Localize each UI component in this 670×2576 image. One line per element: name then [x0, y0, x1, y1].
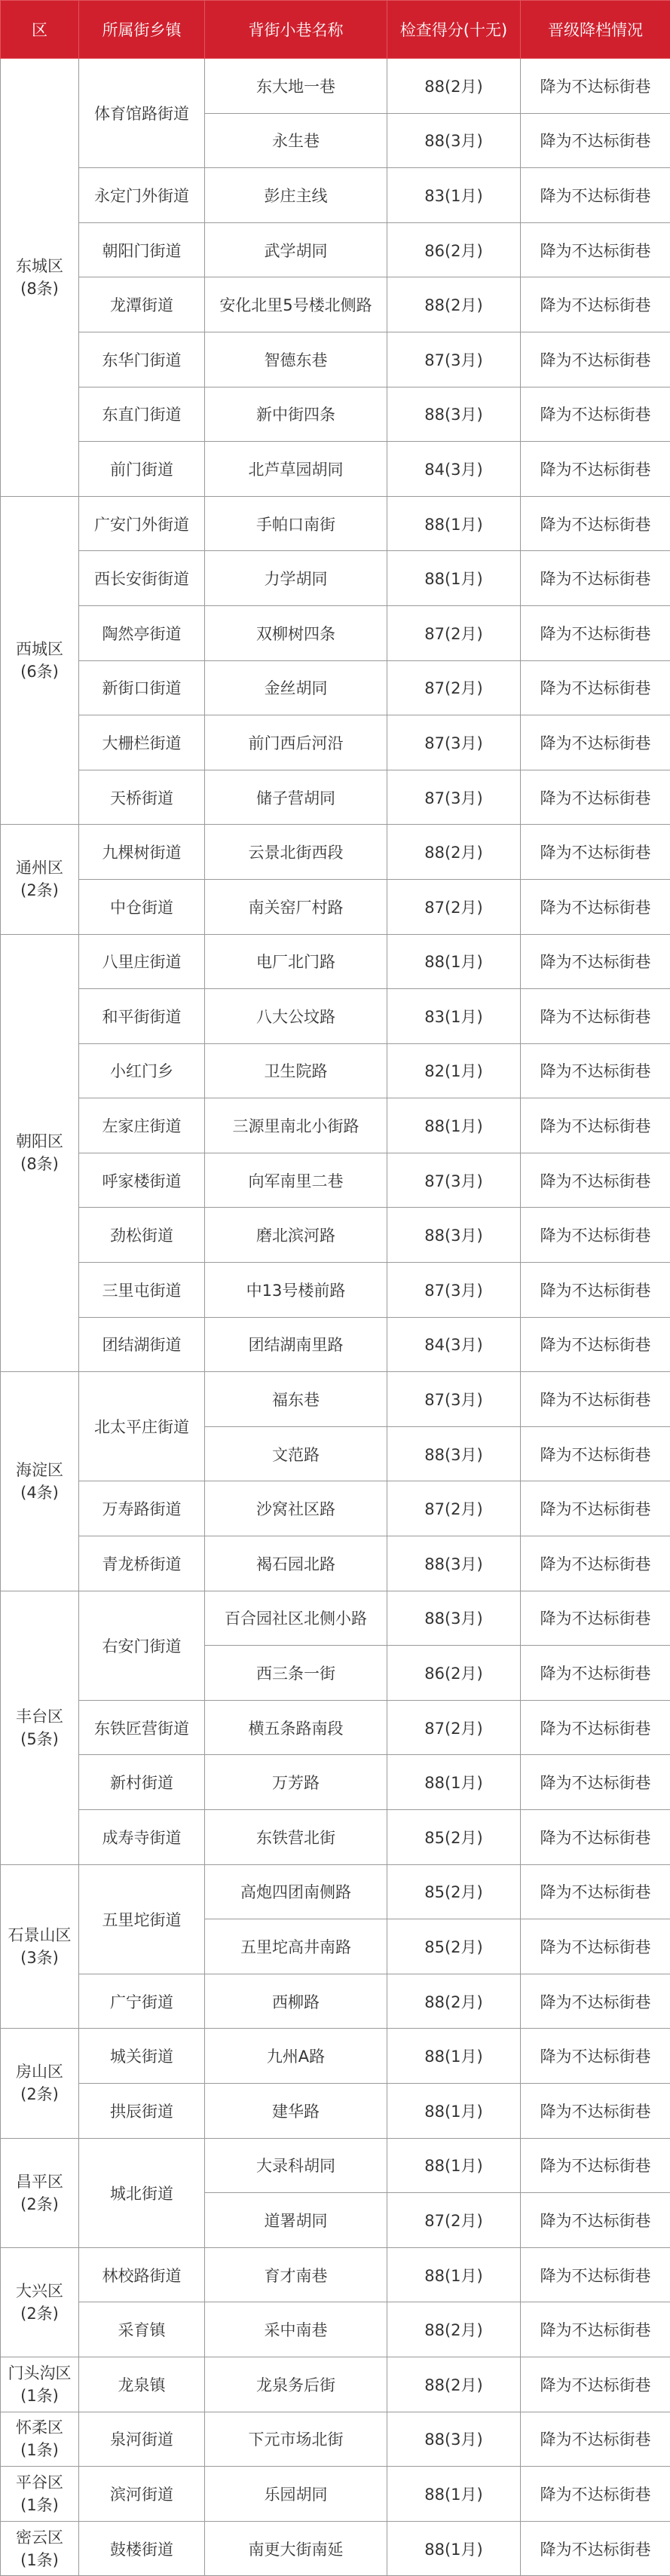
- table-row: [1, 2302, 670, 2357]
- table-row: [1, 1372, 670, 1427]
- score-cell: 88(1月): [387, 1098, 521, 1153]
- table-row: [1, 59, 670, 114]
- table-row: [1, 2467, 670, 2522]
- district-cell: [1, 1372, 79, 1591]
- district-name: 西城区: [1, 638, 78, 660]
- street-cell: 青龙桥街道: [79, 1536, 205, 1591]
- district-name: 昌平区: [1, 2170, 78, 2193]
- status-cell: 降为不达标街巷: [521, 1591, 670, 1646]
- score-cell: 87(2月): [387, 2193, 521, 2248]
- status-cell: 降为不达标街巷: [521, 1098, 670, 1153]
- score-cell: 88(3月): [387, 387, 521, 442]
- score-cell: 82(1月): [387, 1043, 521, 1098]
- header-alley: 背街小巷名称: [205, 1, 387, 59]
- district-cell: [1, 2138, 79, 2247]
- street-cell: 左家庄街道: [79, 1098, 205, 1153]
- street-cell: 城关街道: [79, 2029, 205, 2084]
- score-cell: 87(3月): [387, 332, 521, 387]
- header-row: [1, 1, 670, 59]
- alley-name-cell: 磨北滨河路: [205, 1208, 387, 1263]
- alley-name-cell: 前门西后河沿: [205, 715, 387, 770]
- street-cell: 团结湖街道: [79, 1317, 205, 1372]
- status-cell: 降为不达标街巷: [521, 770, 670, 825]
- street-cell: 呼家楼街道: [79, 1153, 205, 1208]
- table-row: [1, 222, 670, 277]
- street-cell: 鼓楼街道: [79, 2521, 205, 2576]
- score-cell: 85(2月): [387, 1810, 521, 1865]
- street-cell: 体育馆路街道: [79, 59, 205, 168]
- table-row: [1, 1536, 670, 1591]
- street-cell: 和平街街道: [79, 989, 205, 1044]
- alley-name-cell: 东大地一巷: [205, 59, 387, 114]
- street-cell: 天桥街道: [79, 770, 205, 825]
- status-cell: 降为不达标街巷: [521, 1208, 670, 1263]
- score-cell: 88(1月): [387, 2247, 521, 2302]
- status-cell: 降为不达标街巷: [521, 1646, 670, 1701]
- street-cell: 劲松街道: [79, 1208, 205, 1263]
- status-cell: 降为不达标街巷: [521, 551, 670, 606]
- status-cell: 降为不达标街巷: [521, 1810, 670, 1865]
- table-row: [1, 1153, 670, 1208]
- table-row: [1, 1700, 670, 1755]
- table-row: [1, 2521, 670, 2576]
- alley-name-cell: 卫生院路: [205, 1043, 387, 1098]
- table-row: [1, 1098, 670, 1153]
- table-row: [1, 934, 670, 989]
- street-cell: 城北街道: [79, 2138, 205, 2247]
- table-row: [1, 2247, 670, 2302]
- score-cell: 88(2月): [387, 825, 521, 880]
- score-cell: 88(2月): [387, 2357, 521, 2412]
- alley-name-cell: 建华路: [205, 2083, 387, 2138]
- status-cell: 降为不达标街巷: [521, 2357, 670, 2412]
- alley-name-cell: 沙窝社区路: [205, 1481, 387, 1536]
- status-cell: 降为不达标街巷: [521, 2193, 670, 2248]
- street-cell: 永定门外街道: [79, 168, 205, 223]
- status-cell: 降为不达标街巷: [521, 715, 670, 770]
- score-cell: 88(3月): [387, 2412, 521, 2467]
- table-row: [1, 770, 670, 825]
- alley-name-cell: 西三条一街: [205, 1646, 387, 1701]
- alley-name-cell: 百合园社区北侧小路: [205, 1591, 387, 1646]
- table-body: [1, 59, 670, 2576]
- district-cell: [1, 2521, 79, 2576]
- status-cell: 降为不达标街巷: [521, 2521, 670, 2576]
- score-cell: 88(1月): [387, 1755, 521, 1810]
- street-cell: 滨河街道: [79, 2467, 205, 2522]
- status-cell: 降为不达标街巷: [521, 332, 670, 387]
- district-cell: [1, 1864, 79, 2029]
- district-count: (1条): [1, 2439, 78, 2461]
- alley-name-cell: 北芦草园胡同: [205, 442, 387, 497]
- score-cell: 85(2月): [387, 1864, 521, 1919]
- table-row: [1, 2083, 670, 2138]
- table-row: [1, 605, 670, 660]
- street-cell: 中仓街道: [79, 879, 205, 934]
- status-cell: 降为不达标街巷: [521, 113, 670, 168]
- alley-name-cell: 乐园胡同: [205, 2467, 387, 2522]
- district-cell: [1, 934, 79, 1372]
- alley-name-cell: 三源里南北小街路: [205, 1098, 387, 1153]
- status-cell: 降为不达标街巷: [521, 2302, 670, 2357]
- street-cell: 新街口街道: [79, 660, 205, 715]
- score-cell: 86(2月): [387, 222, 521, 277]
- alley-name-cell: 团结湖南里路: [205, 1317, 387, 1372]
- status-cell: 降为不达标街巷: [521, 1426, 670, 1481]
- status-cell: 降为不达标街巷: [521, 1043, 670, 1098]
- district-cell: [1, 2247, 79, 2357]
- table-row: [1, 1810, 670, 1865]
- district-name: 东城区: [1, 255, 78, 277]
- alley-name-cell: 文范路: [205, 1426, 387, 1481]
- header-district: 区: [1, 1, 79, 59]
- table-row: [1, 825, 670, 880]
- alley-name-cell: 中13号楼前路: [205, 1263, 387, 1318]
- table-row: [1, 2357, 670, 2412]
- street-cell: 东华门街道: [79, 332, 205, 387]
- status-cell: 降为不达标街巷: [521, 168, 670, 223]
- table-row: [1, 1317, 670, 1372]
- score-cell: 88(1月): [387, 2138, 521, 2193]
- score-cell: 88(3月): [387, 113, 521, 168]
- table-row: [1, 332, 670, 387]
- street-cell: 西长安街街道: [79, 551, 205, 606]
- table-row: [1, 496, 670, 551]
- street-cell: 右安门街道: [79, 1591, 205, 1700]
- status-cell: 降为不达标街巷: [521, 2138, 670, 2193]
- alley-name-cell: 双柳树四条: [205, 605, 387, 660]
- score-cell: 84(3月): [387, 442, 521, 497]
- status-cell: 降为不达标街巷: [521, 387, 670, 442]
- score-cell: 83(1月): [387, 168, 521, 223]
- status-cell: 降为不达标街巷: [521, 59, 670, 114]
- district-count: (8条): [1, 1153, 78, 1175]
- status-cell: 降为不达标街巷: [521, 2083, 670, 2138]
- street-cell: 万寿路街道: [79, 1481, 205, 1536]
- table-row: [1, 551, 670, 606]
- district-cell: [1, 825, 79, 934]
- status-cell: 降为不达标街巷: [521, 2247, 670, 2302]
- score-cell: 87(2月): [387, 1700, 521, 1755]
- alley-name-cell: 金丝胡同: [205, 660, 387, 715]
- street-cell: 北太平庄街道: [79, 1372, 205, 1481]
- score-cell: 88(2月): [387, 2302, 521, 2357]
- score-cell: 85(2月): [387, 1919, 521, 1974]
- status-cell: 降为不达标街巷: [521, 1919, 670, 1974]
- alley-name-cell: 新中街四条: [205, 387, 387, 442]
- table-row: [1, 1208, 670, 1263]
- alley-name-cell: 手帕口南街: [205, 496, 387, 551]
- table-row: [1, 2412, 670, 2467]
- district-cell: [1, 2029, 79, 2138]
- street-cell: 林校路街道: [79, 2247, 205, 2302]
- table-row: [1, 879, 670, 934]
- alley-name-cell: 五里坨高井南路: [205, 1919, 387, 1974]
- header-street: 所属街乡镇: [79, 1, 205, 59]
- street-cell: 八里庄街道: [79, 934, 205, 989]
- status-cell: 降为不达标街巷: [521, 277, 670, 332]
- district-cell: [1, 1591, 79, 1864]
- alley-name-cell: 采中南巷: [205, 2302, 387, 2357]
- score-cell: 86(2月): [387, 1646, 521, 1701]
- district-name: 门头沟区: [1, 2362, 78, 2385]
- table-row: [1, 715, 670, 770]
- status-cell: 降为不达标街巷: [521, 605, 670, 660]
- district-count: (3条): [1, 1947, 78, 1969]
- score-cell: 87(3月): [387, 715, 521, 770]
- district-count: (2条): [1, 2302, 78, 2325]
- table-row: [1, 2029, 670, 2084]
- street-cell: 前门街道: [79, 442, 205, 497]
- status-cell: 降为不达标街巷: [521, 879, 670, 934]
- alley-name-cell: 安化北里5号楼北侧路: [205, 277, 387, 332]
- status-cell: 降为不达标街巷: [521, 1481, 670, 1536]
- street-cell: 三里屯街道: [79, 1263, 205, 1318]
- alley-name-cell: 育才南巷: [205, 2247, 387, 2302]
- score-cell: 83(1月): [387, 989, 521, 1044]
- district-count: (2条): [1, 2193, 78, 2216]
- alley-name-cell: 彭庄主线: [205, 168, 387, 223]
- street-cell: 采育镇: [79, 2302, 205, 2357]
- header-status: 晋级降档情况: [521, 1, 670, 59]
- status-cell: 降为不达标街巷: [521, 1153, 670, 1208]
- status-cell: 降为不达标街巷: [521, 1536, 670, 1591]
- district-name: 通州区: [1, 856, 78, 879]
- status-cell: 降为不达标街巷: [521, 1317, 670, 1372]
- district-name: 海淀区: [1, 1459, 78, 1481]
- status-cell: 降为不达标街巷: [521, 660, 670, 715]
- district-name: 房山区: [1, 2060, 78, 2083]
- score-cell: 88(2月): [387, 1974, 521, 2029]
- district-name: 大兴区: [1, 2280, 78, 2302]
- status-cell: 降为不达标街巷: [521, 2029, 670, 2084]
- status-cell: 降为不达标街巷: [521, 496, 670, 551]
- table-row: [1, 1864, 670, 1919]
- district-count: (1条): [1, 2385, 78, 2407]
- table-row: [1, 168, 670, 223]
- score-cell: 88(2月): [387, 59, 521, 114]
- alley-name-cell: 万芳路: [205, 1755, 387, 1810]
- score-cell: 88(3月): [387, 1591, 521, 1646]
- district-cell: [1, 59, 79, 497]
- street-cell: 朝阳门街道: [79, 222, 205, 277]
- score-cell: 88(1月): [387, 496, 521, 551]
- status-cell: 降为不达标街巷: [521, 2412, 670, 2467]
- score-cell: 88(1月): [387, 2029, 521, 2084]
- status-cell: 降为不达标街巷: [521, 1372, 670, 1427]
- alley-name-cell: 八大公坟路: [205, 989, 387, 1044]
- alley-name-cell: 九州A路: [205, 2029, 387, 2084]
- score-cell: 88(1月): [387, 551, 521, 606]
- status-cell: 降为不达标街巷: [521, 1263, 670, 1318]
- table-row: [1, 660, 670, 715]
- status-cell: 降为不达标街巷: [521, 222, 670, 277]
- district-count: (8条): [1, 277, 78, 300]
- score-cell: 87(3月): [387, 1263, 521, 1318]
- alley-name-cell: 褐石园北路: [205, 1536, 387, 1591]
- street-cell: 陶然亭街道: [79, 605, 205, 660]
- score-cell: 88(1月): [387, 2083, 521, 2138]
- street-cell: 广安门外街道: [79, 496, 205, 551]
- street-cell: 大栅栏街道: [79, 715, 205, 770]
- alley-name-cell: 下元市场北街: [205, 2412, 387, 2467]
- score-cell: 87(2月): [387, 660, 521, 715]
- alley-name-cell: 武学胡同: [205, 222, 387, 277]
- alley-name-cell: 储子营胡同: [205, 770, 387, 825]
- district-cell: [1, 2357, 79, 2412]
- score-cell: 87(2月): [387, 605, 521, 660]
- district-cell: [1, 496, 79, 825]
- alley-name-cell: 东铁营北街: [205, 1810, 387, 1865]
- score-cell: 87(3月): [387, 1153, 521, 1208]
- score-cell: 84(3月): [387, 1317, 521, 1372]
- district-count: (1条): [1, 2494, 78, 2516]
- district-name: 石景山区: [1, 1924, 78, 1947]
- table-row: [1, 442, 670, 497]
- status-cell: 降为不达标街巷: [521, 1974, 670, 2029]
- status-cell: 降为不达标街巷: [521, 1864, 670, 1919]
- district-count: (2条): [1, 879, 78, 902]
- district-count: (2条): [1, 2083, 78, 2106]
- street-cell: 东直门街道: [79, 387, 205, 442]
- district-name: 朝阳区: [1, 1130, 78, 1153]
- score-cell: 87(3月): [387, 1372, 521, 1427]
- district-name: 密云区: [1, 2526, 78, 2549]
- table-row: [1, 387, 670, 442]
- score-cell: 87(3月): [387, 770, 521, 825]
- status-cell: 降为不达标街巷: [521, 1755, 670, 1810]
- district-count: (1条): [1, 2549, 78, 2571]
- score-cell: 87(2月): [387, 1481, 521, 1536]
- alley-name-cell: 力学胡同: [205, 551, 387, 606]
- district-count: (6条): [1, 660, 78, 683]
- status-cell: 降为不达标街巷: [521, 989, 670, 1044]
- score-cell: 88(1月): [387, 2521, 521, 2576]
- district-name: 平谷区: [1, 2471, 78, 2494]
- alley-name-cell: 横五条路南段: [205, 1700, 387, 1755]
- alley-name-cell: 云景北街西段: [205, 825, 387, 880]
- table-row: [1, 1043, 670, 1098]
- table-row: [1, 1974, 670, 2029]
- status-cell: 降为不达标街巷: [521, 825, 670, 880]
- score-cell: 87(2月): [387, 879, 521, 934]
- alley-name-cell: 高炮四团南侧路: [205, 1864, 387, 1919]
- table-row: [1, 1755, 670, 1810]
- score-cell: 88(3月): [387, 1208, 521, 1263]
- alley-name-cell: 大录科胡同: [205, 2138, 387, 2193]
- street-cell: 拱辰街道: [79, 2083, 205, 2138]
- district-cell: [1, 2467, 79, 2522]
- alley-name-cell: 道署胡同: [205, 2193, 387, 2248]
- street-cell: 九棵树街道: [79, 825, 205, 880]
- status-cell: 降为不达标街巷: [521, 442, 670, 497]
- district-count: (4条): [1, 1481, 78, 1504]
- alley-name-cell: 永生巷: [205, 113, 387, 168]
- district-name: 丰台区: [1, 1705, 78, 1728]
- street-cell: 泉河街道: [79, 2412, 205, 2467]
- table-row: [1, 2138, 670, 2193]
- score-cell: 88(2月): [387, 277, 521, 332]
- street-cell: 东铁匠营街道: [79, 1700, 205, 1755]
- street-cell: 五里坨街道: [79, 1864, 205, 1974]
- district-cell: [1, 2412, 79, 2467]
- header-score: 检查得分(十无): [387, 1, 521, 59]
- table-row: [1, 277, 670, 332]
- score-cell: 88(1月): [387, 934, 521, 989]
- street-cell: 成寿寺街道: [79, 1810, 205, 1865]
- district-count: (5条): [1, 1728, 78, 1751]
- street-cell: 龙泉镇: [79, 2357, 205, 2412]
- alley-name-cell: 智德东巷: [205, 332, 387, 387]
- alley-name-cell: 南更大街南延: [205, 2521, 387, 2576]
- alley-name-cell: 南关窑厂村路: [205, 879, 387, 934]
- score-cell: 88(1月): [387, 2467, 521, 2522]
- score-cell: 88(3月): [387, 1536, 521, 1591]
- status-cell: 降为不达标街巷: [521, 934, 670, 989]
- status-cell: 降为不达标街巷: [521, 2467, 670, 2522]
- table-row: [1, 989, 670, 1044]
- street-cell: 广宁街道: [79, 1974, 205, 2029]
- table-row: [1, 1591, 670, 1646]
- alley-name-cell: 龙泉务后街: [205, 2357, 387, 2412]
- status-cell: 降为不达标街巷: [521, 1700, 670, 1755]
- street-cell: 新村街道: [79, 1755, 205, 1810]
- alley-name-cell: 西柳路: [205, 1974, 387, 2029]
- alley-name-cell: 电厂北门路: [205, 934, 387, 989]
- street-cell: 小红门乡: [79, 1043, 205, 1098]
- score-cell: 88(3月): [387, 1426, 521, 1481]
- alley-name-cell: 福东巷: [205, 1372, 387, 1427]
- table-row: [1, 1263, 670, 1318]
- district-name: 怀柔区: [1, 2416, 78, 2439]
- table-row: [1, 1481, 670, 1536]
- alley-name-cell: 向军南里二巷: [205, 1153, 387, 1208]
- street-cell: 龙潭街道: [79, 277, 205, 332]
